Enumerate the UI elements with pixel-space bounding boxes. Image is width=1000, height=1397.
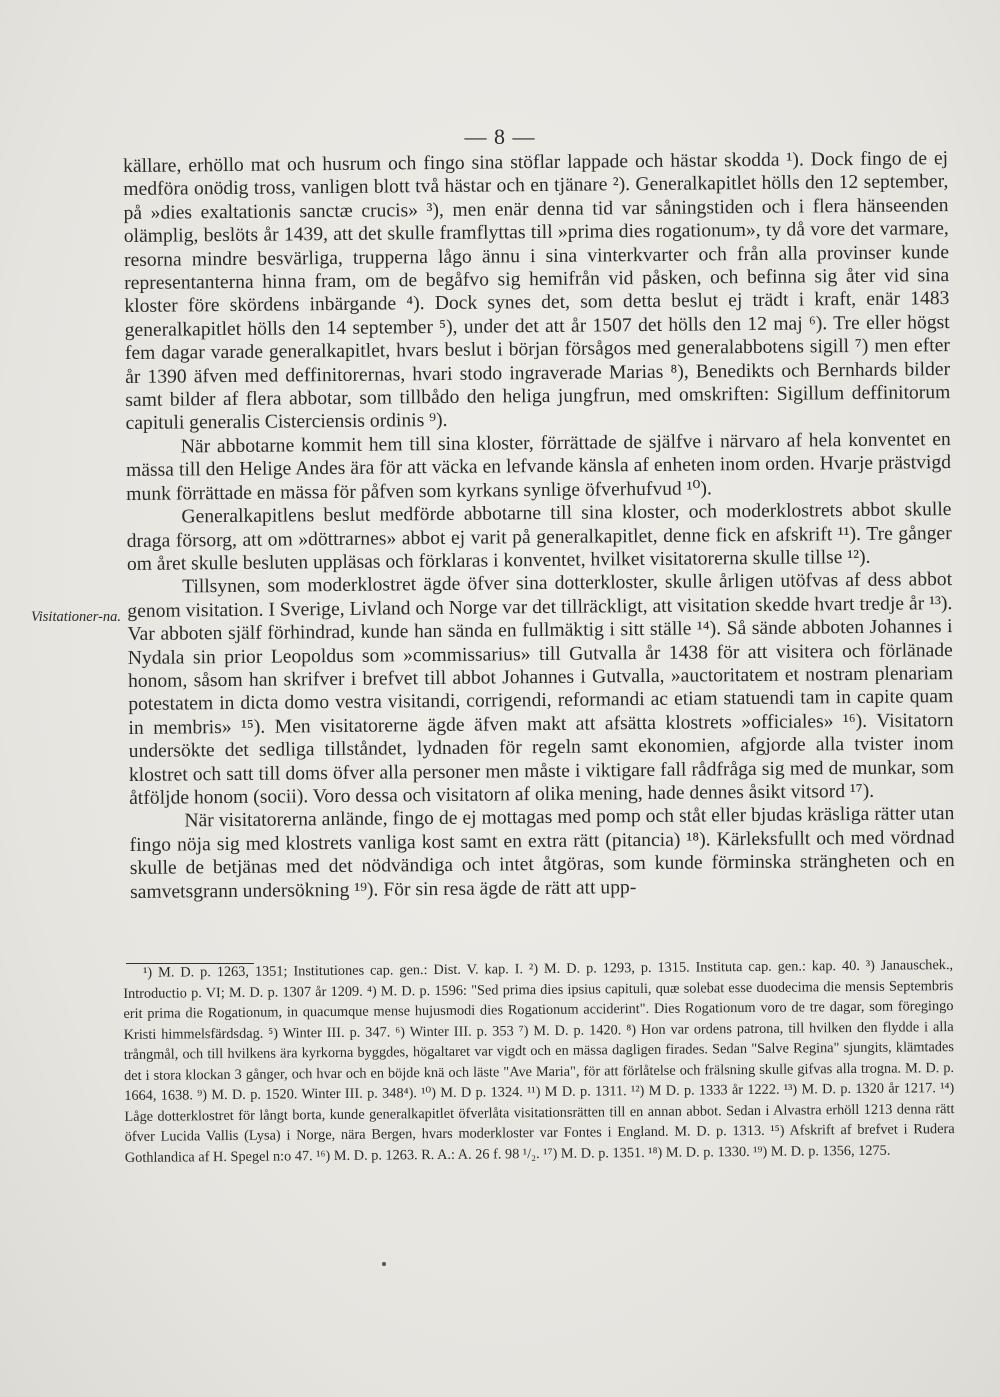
- paragraph: Generalkapitlens beslut medförde abbotarne till sina kloster, och moderklostrets abbot skulle draga försorg, att om »döttrarnes» abbot ej varit på generalkapitlet, denne fick en afskrift ¹¹). Tre gånger om året skulle besluten uppläsas och förklaras i konventet, hvilket visitatorerna skulle tillse ¹²).: [126, 499, 952, 575]
- paragraph: När abbotarne kommit hem till sina kloster, förrättade de själfve i närvaro af hela konventet en mässa till den Helige Andes ära för att väcka en lefvande känsla af enheten inom orden. Hvarje prästvigd munk förrättade en mässa för påfven som kyrkans synlige öfverhufvud ¹⁰).: [125, 428, 952, 505]
- paragraph: Tillsynen, som moderklostret ägde öfver sina dotterkloster, skulle årligen utöfvas af dess abbot genom visitation. I Sverige, Livland och Norge var det tillräckligt, att visitation skedde hvart tredje år ¹³). Var abboten själf förhindrad, kunde han sända en fullmäktig i sitt ställe ¹⁴). Så sände abboten Johannes i Nydala sin prior Leopoldus som »commissarius» till Gutvalla år 1438 för att visitera och förlänade honom, såsom han skrifver i brefvet till abbot Johannes i Gutvalla, »auctoritatem et nostram plenariam potestatem in dicta domo vestra visitandi, corrigendi, reformandi ac etiam statuendi tam in capite quam in membris» ¹⁵). Men visitatorerne ägde äfven makt att afsätta klostrets »officiales» ¹⁶). Visitatorn undersökte det sedliga tillståndet, lydnaden för regeln samt ekonomien, afgjorde alla tvister inom klostret och satt till doms öfver alla personer men måste i viktigare fall rådfråga sig med de munkar, som åtföljde honom (socii). Voro dessa och visitatorn af olika mening, hade dennes åsikt vitsord ¹⁷).: [127, 569, 955, 809]
- footnotes: [123, 955, 955, 1168]
- body-text: [123, 147, 955, 904]
- margin-note: Visitationer-na.: [30, 609, 122, 625]
- page-number: — 8 —: [464, 124, 536, 149]
- paper-speck: [382, 1262, 386, 1266]
- paragraph: källare, erhöllo mat och husrum och fingo sina stöflar lappade och hästar skodda ¹). Dock fingo de ej medföra onödig tross, vanligen blott två hästar och en tjänare ²). Generalkapitlet hölls den 12 september, på »dies exaltationis sanctæ crucis» ³), men enär denna tid var såningstiden och i flera hänseenden olämplig, beslöts år 1439, att det skulle framflyttas till »prima dies rogationum», ty då vore det varmare, resorna mindre besvärliga, trupperna lågo ännu i sina vinterkvarter och från alla provinser kunde representanterna hinna fram, om de begåfvo sig hemifrån vid påsken, och befinna sig åter vid sina kloster före skördens inbärgande ⁴). Dock synes det, som detta beslut ej trädt i kraft, enär 1483 generalkapitlet hölls den 14 september ⁵), under det att år 1507 det hölls den 12 maj ⁶). Tre eller högst fem dagar varade generalkapitlet, hvars beslut i början försågos med generalabbotens sigill ⁷) men efter år 1390 äfven med deffinitorernas, hvari stodo ingraverade Marias ⁸), Benedikts och Bernhards bilder samt bilder af flera abbotar, som tillbådo den heliga jungfrun, med omskriften: Sigillum deffinitorum capituli generalis Cisterciensis ordinis ⁹).: [123, 148, 951, 435]
- paragraph: När visitatorerna anlände, fingo de ej mottagas med pomp och ståt eller bjudas kräsliga rätter utan fingo nöja sig med klostrets vanliga kost samt en extra rätt (pitancia) ¹⁸). Kärleksfullt och med vördnad skulle de betjänas med det nödvändiga och intet åtgöras, som kunde förminska strängheten och en samvetsgrann undersökning ¹⁹). För sin resa ägde de rätt att upp-: [129, 803, 955, 903]
- footnote-text: ¹) M. D. p. 1263, 1351; Institutiones cap. gen.: Dist. V. kap. I. ²) M. D. p. 1293, p. 1315. Instituta cap. gen.: kap. 40. ³) Janauschek., Introductio p. VI; M. D. p. 1307 år 1209. ⁴) M. D. p. 1596: "Sed prima dies ipsius capituli, quæ solebat esse duodecima die mensis Septembris erit prima die Rogationum, in quacumque mense hujusmodi dies Rogationum acciderint". Dies Rogationum voro de tre dagar, som föregingo Kristi himmelsfärdsdag. ⁵) Winter III. p. 347. ⁶) Winter III. p. 353 ⁷) M. D. p. 1420. ⁸) Hon var ordens patrona, till hvilken den flydde i alla trångmål, och till hvilkens ära kyrkorna byggdes, högaltaret var vigdt och en mässa dagligen firades. Sedan "Salve Regina" sjungits, klämtades det i stora klockan 3 gånger, och hvar och en böjde knä och läste "Ave Maria", för att förlåtelse och frälsning skulle gifvas alla trogna. M. D. p. 1664, 1638. ⁹) M. D. p. 1520. Winter III. p. 348⁴). ¹⁰) M. D p. 1324. ¹¹) M D. p. 1311. ¹²) M D. p. 1333 år 1222. ¹³) M. D. p. 1320 år 1217. ¹⁴) Låge dotterklostret för långt borta, kunde generalkapitlet öfverlåta visitationsrätten till en annan abbot. Sedan i Alvastra erhöll 1213 denna rätt öfver Lucida Vallis (Lysa) i Norge, nära Bergen, hvars moderkloster var Fontes i England. M. D. p. 1313. ¹⁵) Afskrift af brefvet i Rudera Gothlandica af H. Spegel n:o 47. ¹⁶) M. D. p. 1263. R. A.: A. 26 f. 98 ¹/₂. ¹⁷) M. D. p. 1351. ¹⁸) M. D. p. 1330. ¹⁹) M. D. p. 1356, 1275.: [123, 957, 955, 1166]
